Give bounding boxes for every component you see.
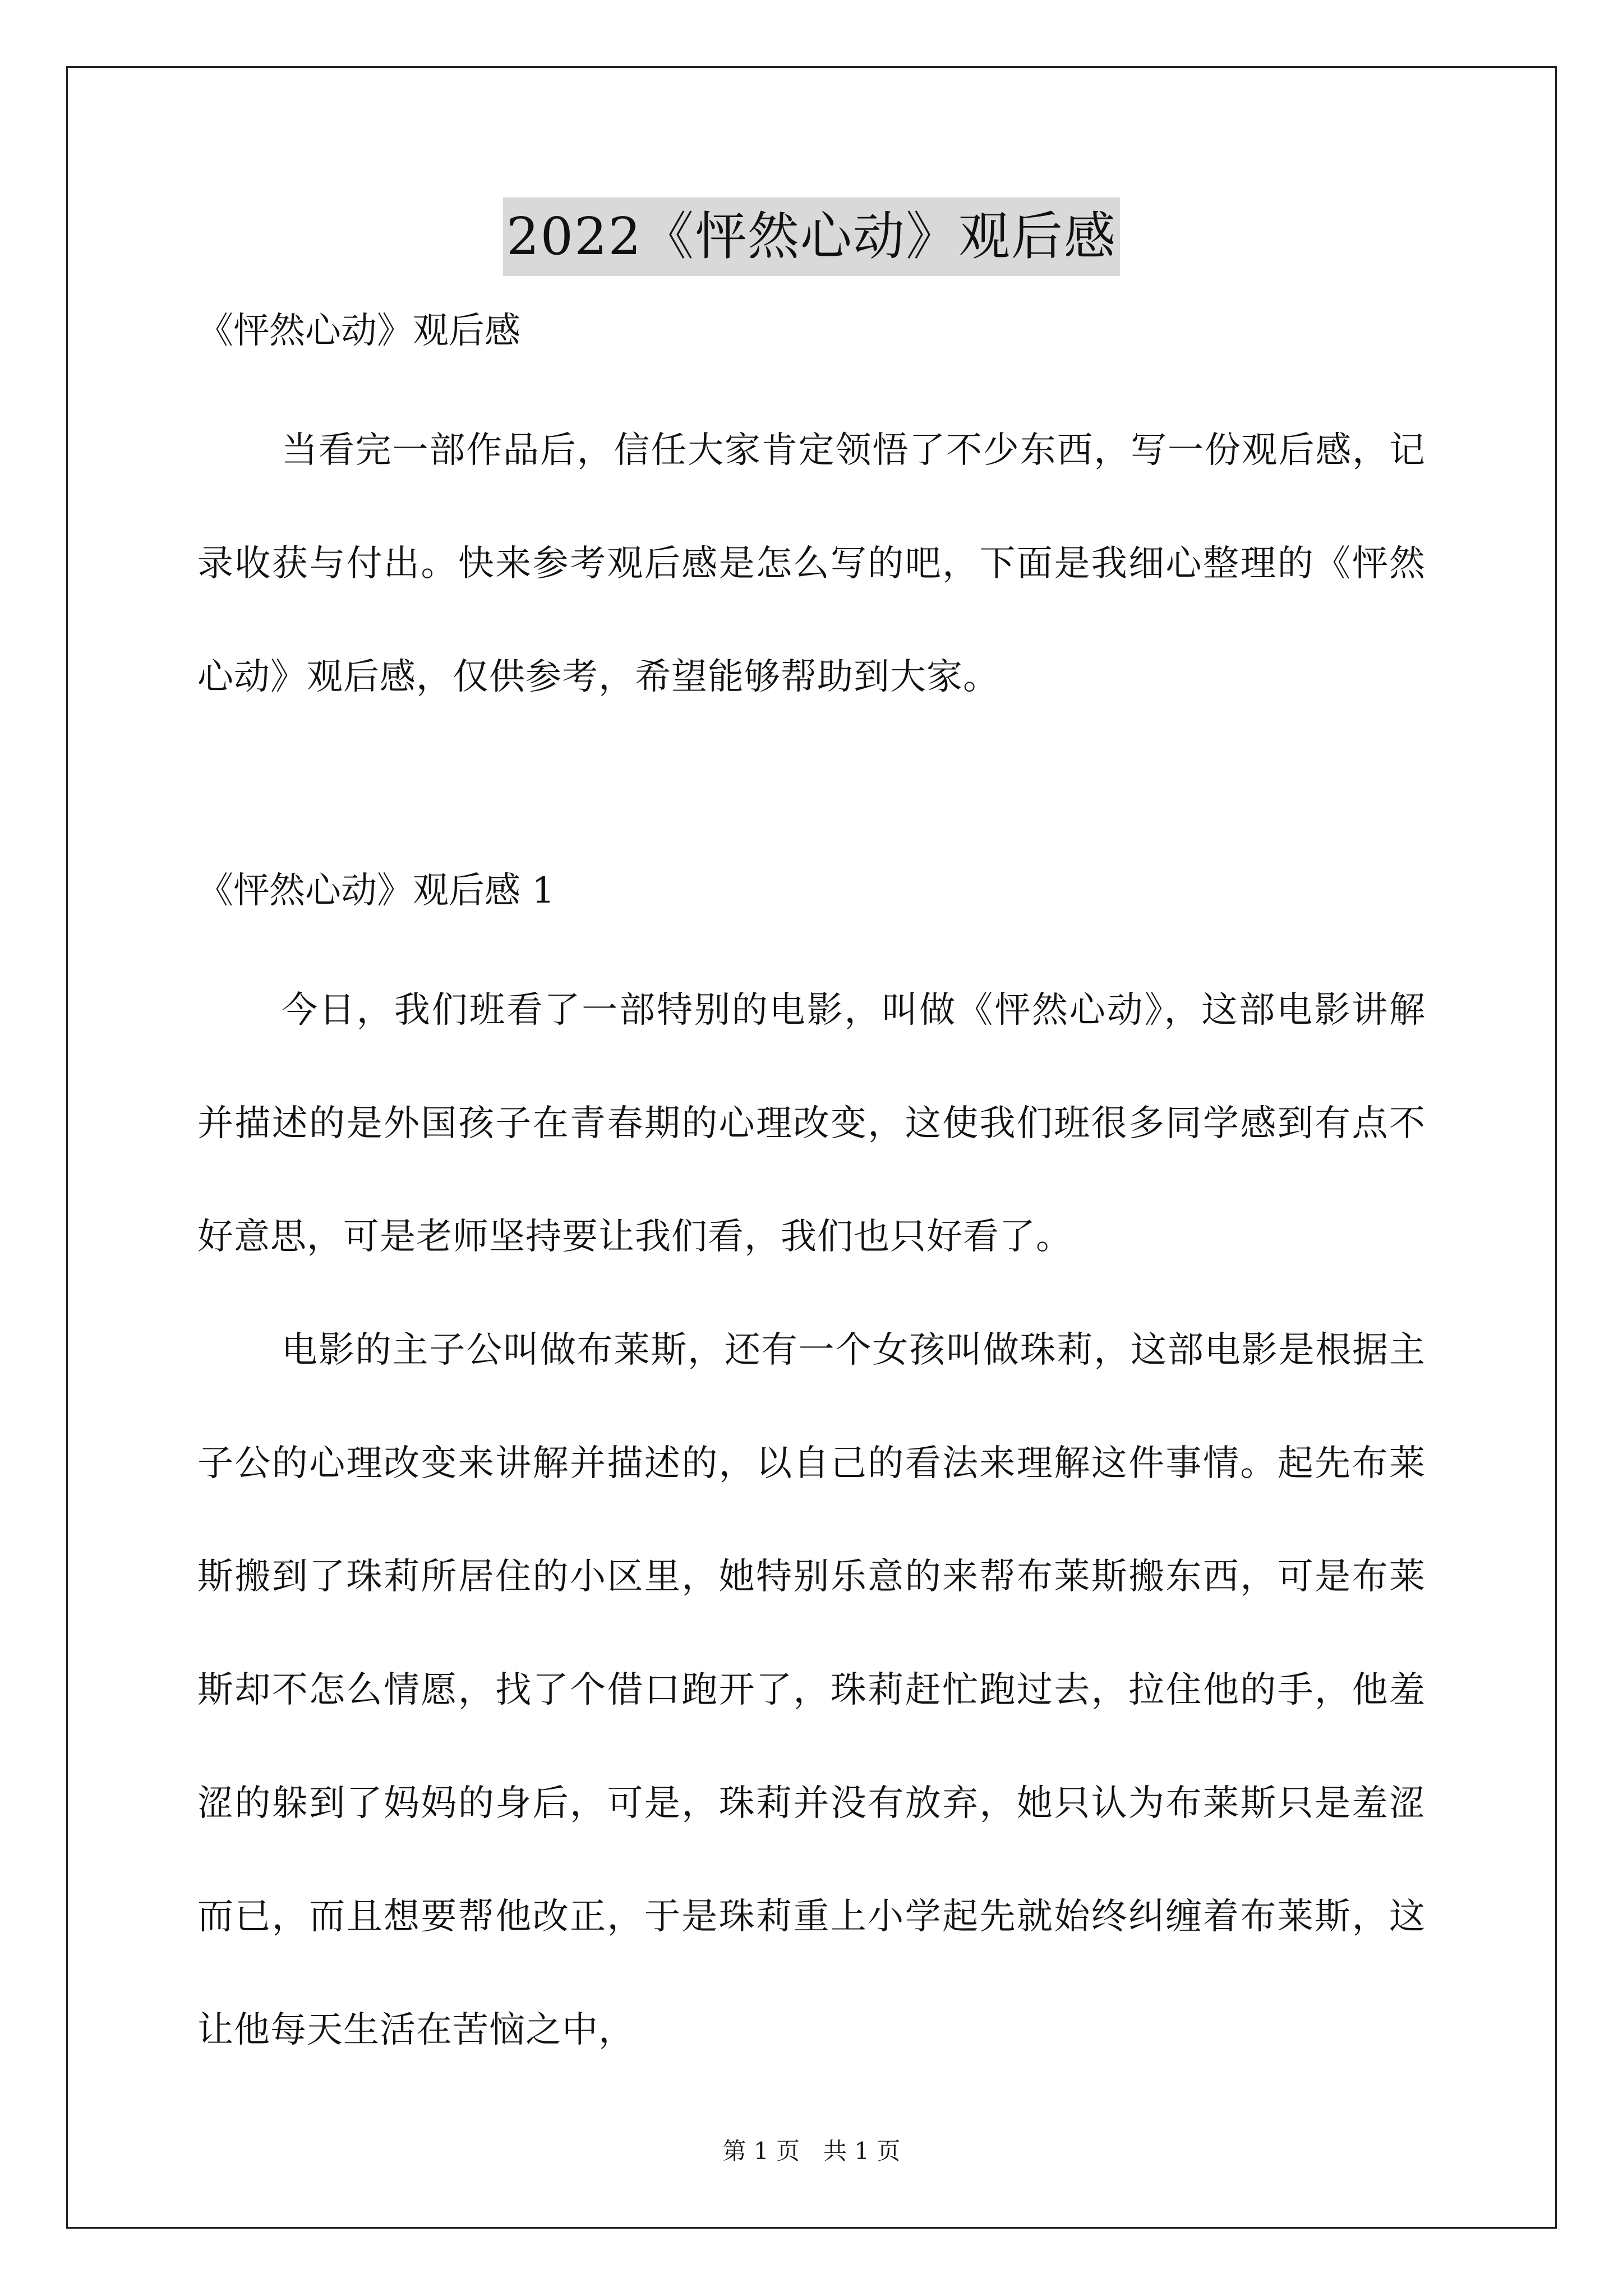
body-paragraph-2: 电影的主子公叫做布莱斯，还有一个女孩叫做珠莉，这部电影是根据主子公的心理改变来讲解并描述的，以自己的看法来理解这件事情。起先布莱斯搬到了珠莉所居住的小区里，她特别乐意的来帮布莱斯搬东西，可是布莱斯却不怎么情愿，找了个借口跑开了，珠莉赶忙跑过去，拉住他的手，他羞涩的躲到了妈妈的身后，可是，珠莉并没有放弃，她只认为布莱斯只是羞涩而已，而且想要帮他改正，于是珠莉重上小学起先就始终纠缠着布莱斯，这让他每天生活在苦恼之中， [197,1329,1426,2051]
body-paragraph-1: 今日，我们班看了一部特别的电影，叫做《怦然心动》，这部电影讲解并描述的是外国孩子在青春期的心理改变，这使我们班很多同学感到有点不好意思，可是老师坚持要让我们看，我们也只好看了。 [197,990,1426,1258]
section-heading: 《怦然心动》观后感 1 [197,870,555,912]
document-body [197,303,1426,2087]
title-container [0,197,1623,276]
intro-paragraph: 当看完一部作品后，信任大家肯定领悟了不少东西，写一份观后感，记录收获与付出。快来参考观后感是怎么写的吧，下面是我细心整理的《怦然心动》观后感，仅供参考，希望能够帮助到大家。 [197,430,1426,698]
document-title: 2022《怦然心动》观后感 [503,197,1120,276]
page-footer: 第 1 页 共 1 页 [722,2137,901,2165]
document-heading: 《怦然心动》观后感 [197,310,520,352]
